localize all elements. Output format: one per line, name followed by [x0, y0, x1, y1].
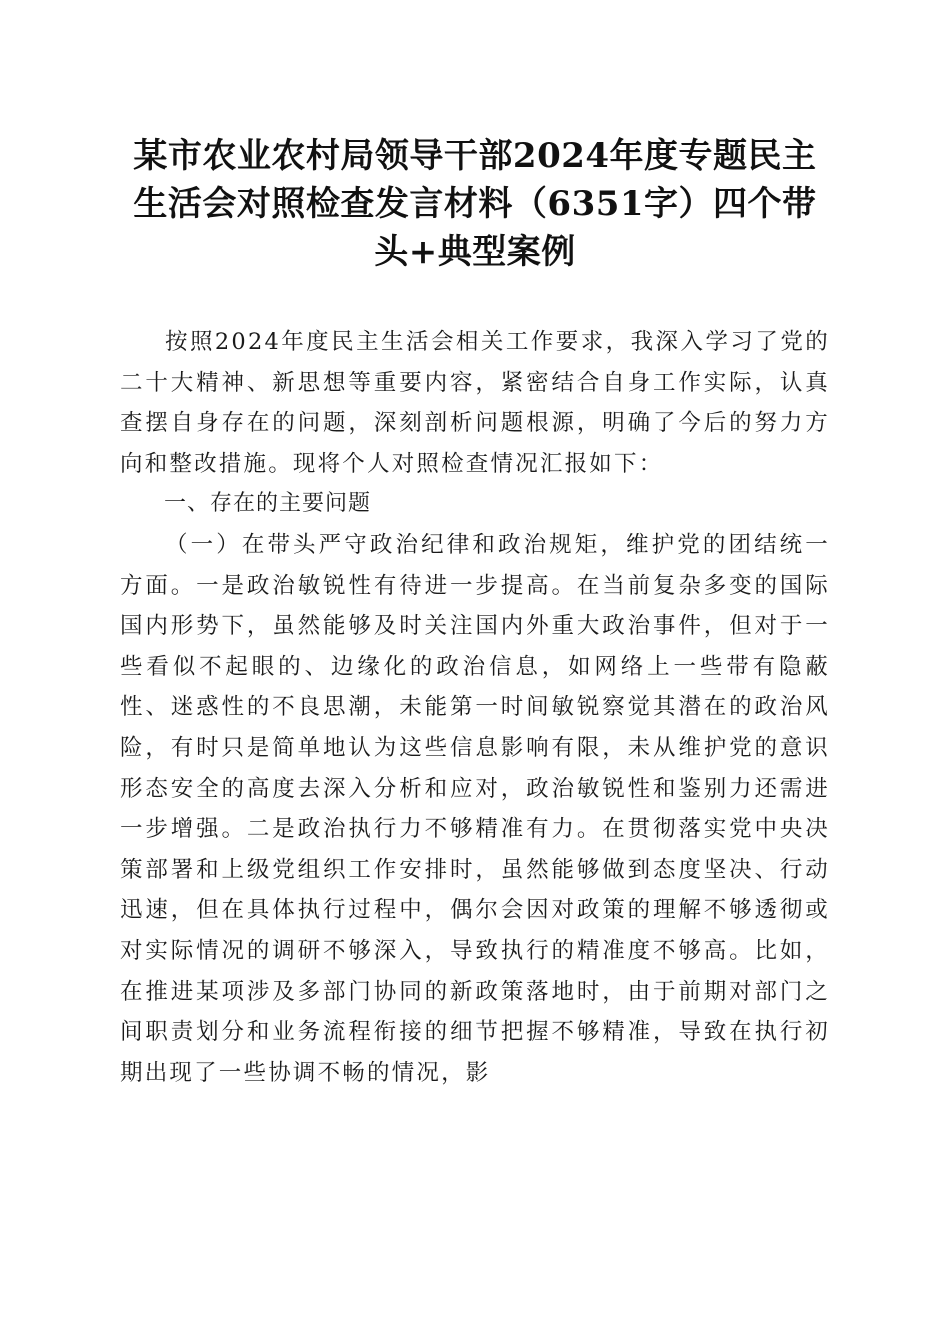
- intro-paragraph: 按照2024年度民主生活会相关工作要求，我深入学习了党的二十大精神、新思想等重要内容，紧密结合自身工作实际，认真查摆自身存在的问题，深刻剖析问题根源，明确了今后的努力方向和整改措施。现将个人对照检查情况汇报如下：: [120, 329, 830, 477]
- document-title: [110, 132, 840, 276]
- section-heading: 一、存在的主要问题: [164, 491, 372, 517]
- subsection-text: 一是政治敏锐性有待进一步提高。在当前复杂多变的国际国内形势下，虽然能够及时关注国内外重大政治事件，但对于一些看似不起眼的、边缘化的政治信息，如网络上一些带有隐蔽性、迷惑性的不良思潮，未能第一时间敏锐察觉其潜在的政治风险，有时只是简单地认为这些信息影响有限，未从维护党的意识形态安全的高度去深入分析和应对，政治敏锐性和鉴别力还需进一步增强。二是政治执行力不够精准有力。在贯彻落实党中央决策部署和上级党组织工作安排时，虽然能够做到态度坚决、行动迅速，但在具体执行过程中，偶尔会因对政策的理解不够透彻或对实际情况的调研不够深入，导致执行的精准度不够高。比如，在推进某项涉及多部门协同的新政策落地时，由于前期对部门之间职责划分和业务流程衔接的细节把握不够精准，导致在执行初期出现了一些协调不畅的情况，影: [120, 572, 830, 1086]
- subsection-heading: （一）在带头严守政治纪律和政治规矩，维护党的团结统一方面。: [120, 531, 830, 599]
- title-line-1: 某市农业农村局领导干部2024年度专题民主: [133, 136, 817, 176]
- title-line-3: 头+典型案例: [374, 232, 576, 272]
- title-line-2: 生活会对照检查发言材料（6351字）四个带: [133, 184, 817, 224]
- document-body: [120, 322, 830, 1093]
- subsection-paragraph: [120, 525, 830, 1093]
